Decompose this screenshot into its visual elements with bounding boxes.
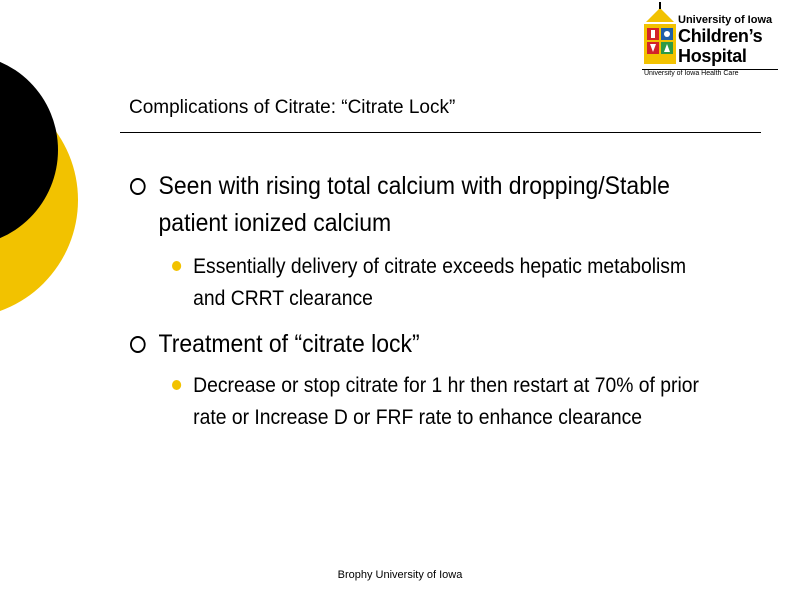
decorative-circles bbox=[0, 0, 120, 330]
university-logo bbox=[640, 2, 800, 80]
hospital-building-icon bbox=[640, 2, 680, 68]
sub-bullet-item bbox=[172, 251, 706, 315]
bullet-text: Treatment of “citrate lock” bbox=[158, 330, 420, 358]
bullet-text: Seen with rising total calcium with dropping/Stable patient ionized calcium bbox=[158, 172, 670, 237]
hollow-circle-bullet-icon bbox=[130, 178, 146, 195]
bullet-item bbox=[130, 168, 710, 242]
hollow-circle-bullet-icon bbox=[130, 336, 146, 353]
slide-title: Complications of Citrate: “Citrate Lock” bbox=[129, 97, 456, 118]
sub-bullet-text: Decrease or stop citrate for 1 hr then restart at 70% of prior rate or Increase D or FRF rate to enhance clearance bbox=[193, 374, 699, 429]
logo-childrens-text: Children’s bbox=[678, 26, 763, 46]
logo-subtitle: University of Iowa Health Care bbox=[644, 70, 739, 77]
title-divider bbox=[120, 132, 761, 133]
logo-hospital-text: Hospital bbox=[678, 46, 747, 66]
sub-bullet-item bbox=[172, 370, 706, 434]
gold-dot-bullet-icon bbox=[172, 380, 181, 390]
bullet-item bbox=[130, 326, 710, 363]
logo-university-text: University of Iowa bbox=[678, 14, 773, 26]
gold-dot-bullet-icon bbox=[172, 261, 181, 271]
sub-bullet-text: Essentially delivery of citrate exceeds hepatic metabolism and CRRT clearance bbox=[193, 255, 687, 310]
slide-footer: Brophy University of Iowa bbox=[337, 569, 463, 581]
